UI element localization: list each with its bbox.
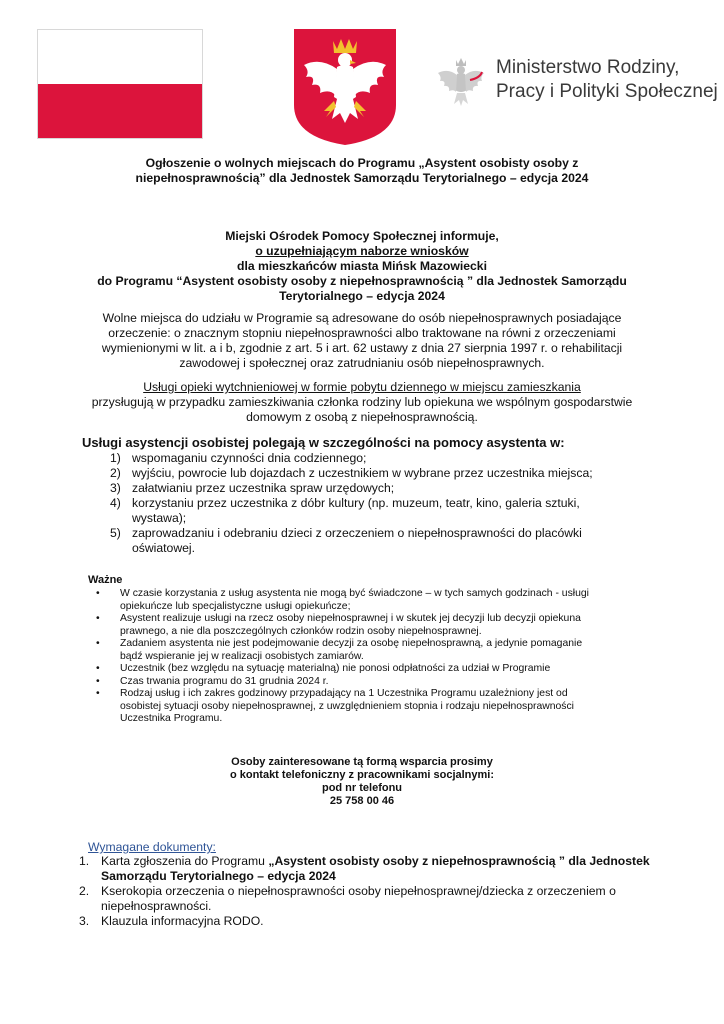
document-item-program-name-cont: Samorządu Terytorialnego – edycja 2024 <box>101 869 336 883</box>
document-item-number: 2. <box>79 884 90 898</box>
list-item-text-cont: wystawa); <box>132 511 187 525</box>
ministry-name-line1: Ministerstwo Rodziny, <box>496 57 680 78</box>
documents-section <box>60 840 660 929</box>
bullet-icon: • <box>96 688 100 699</box>
ministry-logo <box>436 50 718 120</box>
respite-line3: domowym z osobą z niepełnosprawnością. <box>246 410 478 424</box>
list-item-number: 5) <box>110 526 121 540</box>
contact-block <box>60 756 664 808</box>
bullet-item <box>92 588 692 613</box>
bullet-item <box>92 676 692 689</box>
bullet-icon: • <box>96 663 100 674</box>
list-item <box>82 496 642 526</box>
announcement-title-line1: Ogłoszenie o wolnych miejscach do Programu „Asystent osobisty osoby z <box>145 156 579 170</box>
bullet-item <box>92 638 692 663</box>
bullet-item-line: prawnego, a nie dla poszczególnych członków rodzin osoby niepełnosprawnej. <box>120 625 482 637</box>
document-item <box>60 854 660 884</box>
intro-line2: o uzupełniającym naborze wniosków <box>255 244 469 258</box>
polish-emblem-icon <box>290 27 400 147</box>
document-item-program-name: „Asystent osobisty osoby z niepełnosprawnością ” dla Jednostek <box>268 854 650 868</box>
bullet-item <box>92 613 692 638</box>
bullet-item-line: opiekuńcze lub specjalistyczne usługi opiekuńcze; <box>120 600 351 612</box>
respite-line1: Usługi opieki wytchnieniowej w formie pobytu dziennego w miejscu zamieszkania <box>143 380 581 394</box>
list-item-text: wspomaganiu czynności dnia codziennego; <box>132 451 367 465</box>
bullet-item-line: bądź wspieranie jej w realizacji osobistych zamiarów. <box>120 650 364 662</box>
documents-title: Wymagane dokumenty: <box>88 840 216 854</box>
bullet-item-line: W czasie korzystania z usług asystenta nie mogą być świadczone – w tych samych godzinach - usługi <box>120 588 589 599</box>
document-item <box>60 884 660 914</box>
important-list <box>92 588 692 726</box>
list-item-text-cont: oświatowej. <box>132 541 195 555</box>
intro-line1: Miejski Ośrodek Pomocy Społecznej informuje, <box>225 229 499 243</box>
bullet-item-line: Uczestnika Programu. <box>120 713 223 724</box>
list-item-number: 4) <box>110 496 121 510</box>
bullet-icon: • <box>96 675 100 687</box>
services-section <box>82 435 642 556</box>
document-item <box>60 914 660 929</box>
intro-line3: dla mieszkańców miasta Mińsk Mazowiecki <box>237 259 487 273</box>
list-item <box>82 526 642 556</box>
contact-line2: o kontakt telefoniczny z pracownikami socjalnymi: <box>229 769 495 781</box>
eligibility-paragraph <box>60 311 664 371</box>
eligibility-line1: Wolne miejsca do udziału w Programie są adresowane do osób niepełnosprawnych posiadające <box>102 311 622 325</box>
list-item-text: korzystaniu przez uczestnika z dóbr kultury (np. muzeum, teatr, kino, galeria sztuki, <box>132 496 580 510</box>
document-item-text-cont: niepełnosprawności. <box>101 899 212 913</box>
bullet-item <box>92 688 692 726</box>
contact-line1: Osoby zainteresowane tą formą wsparcia prosimy <box>231 756 493 768</box>
bullet-item-line: Rodzaj usług i ich zakres godzinowy przypadający na 1 Uczestnika Programu uzależniony jest od <box>120 688 568 699</box>
document-item-text: Klauzula informacyjna RODO. <box>101 914 264 928</box>
intro-line4: do Programu “Asystent osobisty osoby z niepełnosprawnością ” dla Jednostek Samorządu <box>97 274 627 288</box>
list-item-text: załatwianiu przez uczestnika spraw urzędowych; <box>132 481 395 495</box>
bullet-item-line: Asystent realizuje usługi na rzecz osoby niepełnosprawnej i w skutek jej decyzji lub decyzji opiekuna <box>120 613 581 624</box>
list-item <box>82 481 642 496</box>
list-item-number: 3) <box>110 481 121 495</box>
important-heading: Ważne <box>88 574 123 586</box>
document-item-text: Kserokopia orzeczenia o niepełnosprawności osoby niepełnosprawnej/dziecka z orzeczeniem o <box>101 884 616 898</box>
intro-line5: Terytorialnego – edycja 2024 <box>279 289 445 303</box>
document-item-prefix: Karta zgłoszenia do Programu <box>101 854 269 868</box>
document-item-number: 1. <box>79 854 90 868</box>
bullet-icon: • <box>96 613 100 624</box>
bullet-icon: • <box>96 638 100 649</box>
flag-white-stripe <box>38 30 202 84</box>
announcement-title-line2: niepełnosprawnością” dla Jednostek Samorządu Terytorialnego – edycja 2024 <box>135 171 589 185</box>
ministry-name <box>496 56 718 104</box>
eligibility-line4: zawodowej i społecznej oraz zatrudnianiu osób niepełnosprawnych. <box>179 356 545 370</box>
eligibility-line2: orzeczenie: o znacznym stopniu niepełnosprawności albo traktowane na równi z orzeczeniami <box>108 326 616 340</box>
list-item <box>82 451 642 466</box>
eligibility-line3: wymienionymi w lit. a i b, zgodnie z art. 5 i art. 62 ustawy z dnia 27 sierpnia 1997 r. o rehabilitacji <box>101 341 623 355</box>
list-item-text: zaprowadzaniu i odebraniu dzieci z orzeczeniem o niepełnosprawności do placówki <box>132 526 582 540</box>
contact-line3: pod nr telefonu <box>321 782 403 794</box>
bullet-item-line: Czas trwania programu do 31 grudnia 2024 r. <box>120 675 329 687</box>
bullet-item-line: Uczestnik (bez względu na sytuację materialną) nie ponosi odpłatności za udział w Programie <box>120 663 551 674</box>
intro-block <box>60 229 664 304</box>
services-heading: Usługi asystencji osobistej polegają w szczególności na pomocy asystenta w: <box>82 435 565 450</box>
bullet-item-line: osobistej sytuacji osoby niepełnosprawnej, z uwzględnieniem stopnia i rodzaju niepełnosprawności <box>120 700 574 712</box>
respite-line2: przysługują w przypadku zamieszkiwania członka rodziny lub opiekuna we wspólnym gospodarstwie <box>91 395 633 409</box>
contact-phone: 25 758 00 46 <box>329 795 395 807</box>
list-item-number: 2) <box>110 466 121 480</box>
document-item-number: 3. <box>79 914 90 928</box>
flag-red-stripe <box>38 84 202 138</box>
bullet-item-line: Zadaniem asystenta nie jest podejmowanie decyzji za osobę niepełnosprawną, a jedynie pomaganie <box>120 638 583 649</box>
list-item <box>82 466 642 481</box>
list-item-text: wyjściu, powrocie lub dojazdach z uczestnikiem w wybrane przez uczestnika miejsca; <box>132 466 593 480</box>
bullet-item <box>92 663 692 676</box>
list-item-number: 1) <box>110 451 121 465</box>
polish-flag <box>37 29 203 139</box>
bullet-icon: • <box>96 588 100 599</box>
respite-paragraph <box>60 380 664 425</box>
announcement-title <box>60 156 664 186</box>
ministry-eagle-icon <box>436 54 486 110</box>
ministry-name-line2: Pracy i Polityki Społecznej <box>496 81 718 102</box>
